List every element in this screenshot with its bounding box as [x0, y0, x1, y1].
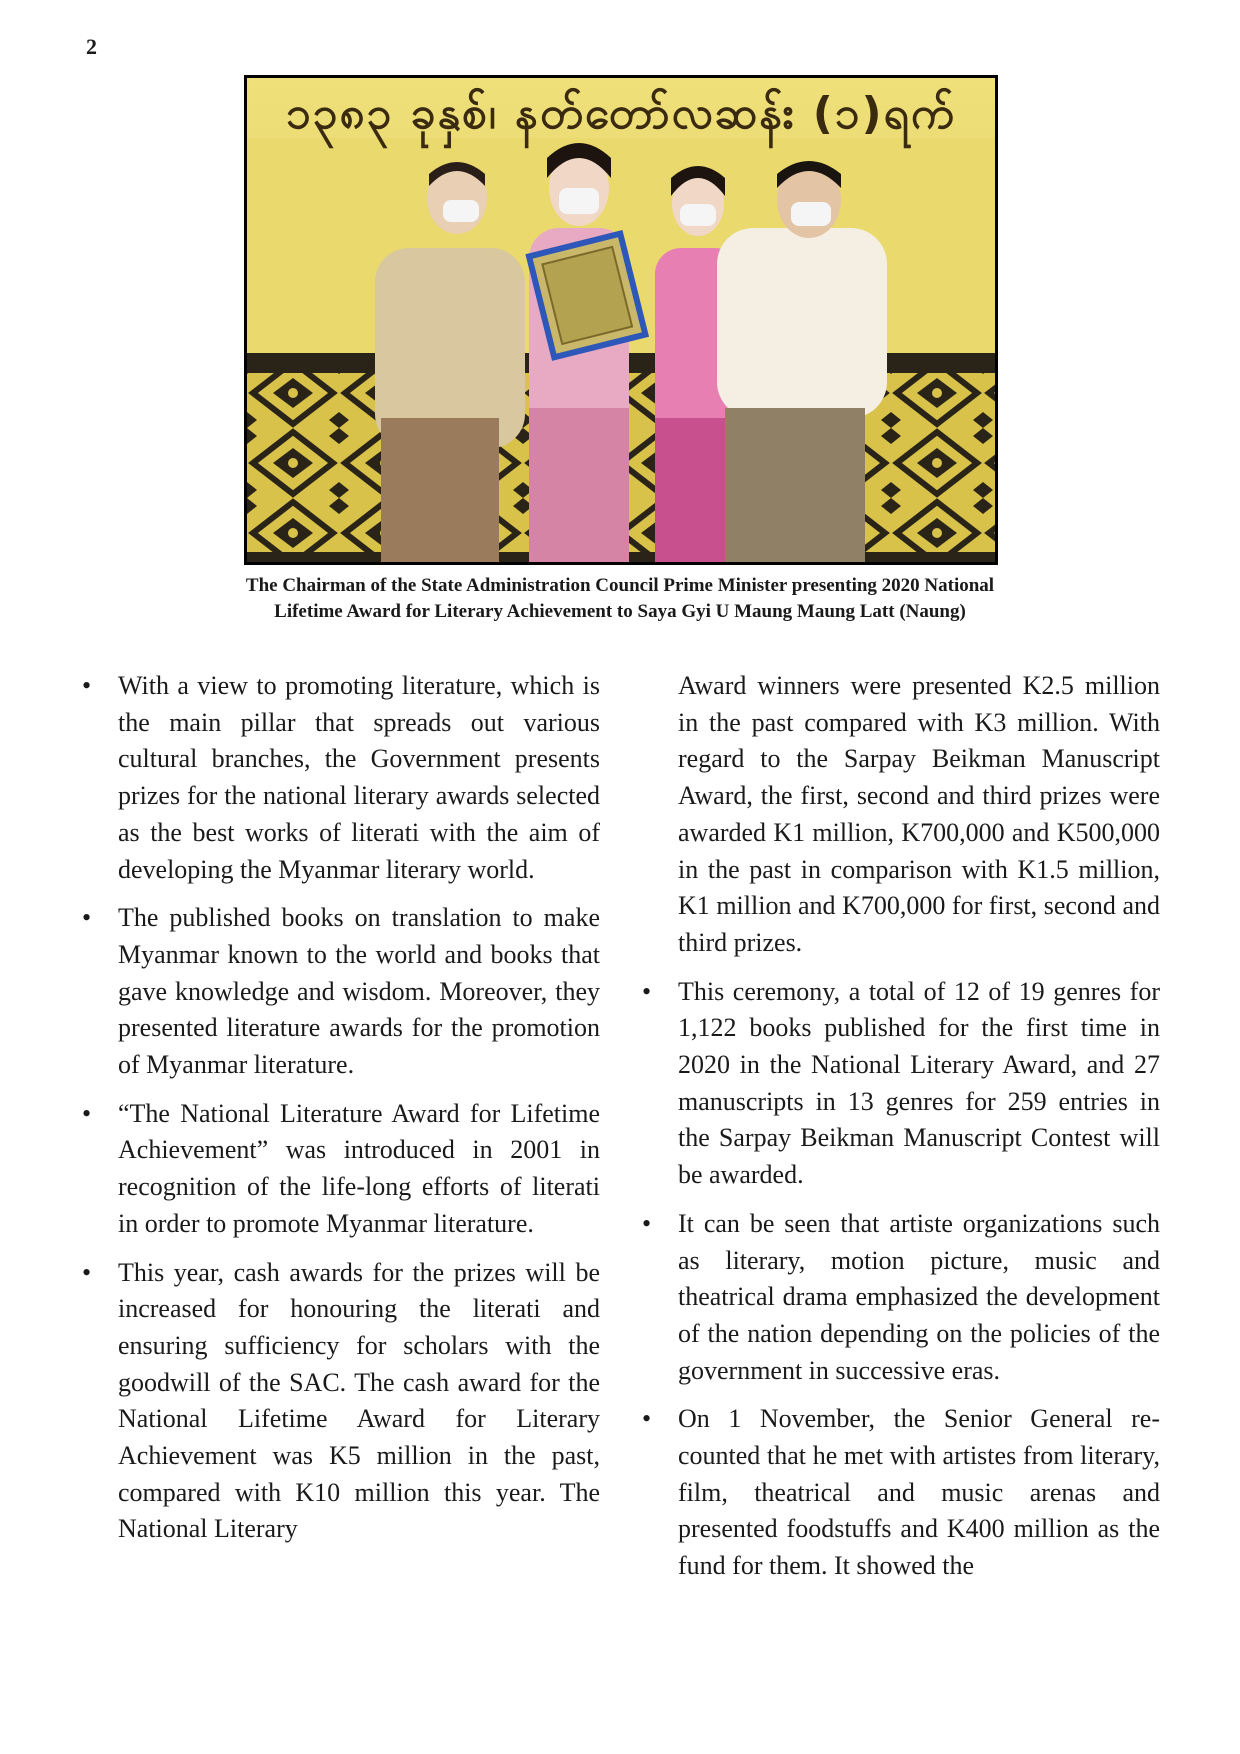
bullet-paragraph [80, 900, 600, 1084]
bullet-icon: • [642, 1208, 652, 1238]
left-column [80, 668, 600, 1560]
photo-caption: The Chairman of the State Administration Council Prime Minister presenting 2020 National Lifetime Award for Literary Achievement to Saya Gyi U Maung Maung Latt (Naung) [245, 575, 995, 622]
bullet-paragraph [80, 1096, 600, 1243]
paragraph-text: “The National Literature Award for Lifetime Achievement” was introduced in 2001 in recognition of the life-long efforts of literati in order to promote Myanmar literature. [118, 1098, 600, 1238]
bullet-paragraph [640, 974, 1160, 1194]
paragraph-text: This ceremony, a total of 12 of 19 genres for 1,122 books published for the first time in 2020 in the National Literary Award, and 27 manuscripts in 13 genres for 259 entries in the Sarpay Beikman Manuscript Contest will be awarded. [678, 976, 1160, 1190]
banner-text: ၁၃၈၃ ခုနှစ်၊ နတ်တော်လဆန်း (၁)ရက် [286, 88, 956, 139]
paragraph-text: This year, cash awards for the prizes will be increased for honouring the literati and ensuring sufficiency for scholars with the goodwill of the SAC. The cash award for the National Lifetime Award for Literary Achievement was K5 million in the past, compared with K10 million this year. The National Literary [118, 1257, 600, 1544]
paragraph-text: It can be seen that artiste organizations such as literary, motion picture, music and theatrical drama emphasized the development of the nation depending on the policies of the government in successive eras. [678, 1208, 1160, 1385]
photo-illustration [247, 78, 995, 562]
paragraph-text: The published books on translation to make Myanmar known to the world and books that gave knowledge and wisdom. Moreover, they presented literature awards for the promotion of Myanmar literature. [118, 903, 600, 1080]
page-number: 2 [86, 34, 97, 59]
paragraph-text: With a view to promoting literature, which is the main pillar that spreads out various cultural branches, the Government presents prizes for the national literary awards selected as the best works of literati with the aim of developing the Myanmar literary world. [118, 671, 600, 884]
bullet-paragraph [80, 1255, 600, 1549]
bullet-paragraph [640, 1401, 1160, 1585]
bullet-icon: • [82, 1098, 92, 1128]
bullet-icon: • [82, 671, 92, 700]
bullet-icon: • [82, 903, 92, 933]
bullet-icon: • [82, 1257, 92, 1287]
bullet-icon: • [642, 1404, 652, 1434]
award-ceremony-photo [244, 75, 998, 565]
right-column [640, 668, 1160, 1597]
bullet-paragraph [640, 1206, 1160, 1390]
bullet-icon: • [642, 976, 652, 1006]
bullet-paragraph [80, 668, 600, 888]
paragraph-text: On 1 November, the Senior General recounted that he met with artistes from literary, film, theatrical and music arenas and presented foodstuffs and K400 million as the fund for them. It showed the [678, 1404, 1160, 1581]
continued-paragraph [640, 668, 1160, 962]
paragraph-text: Award winners were presented K2.5 million in the past compared with K3 million. With regard to the Sarpay Beikman Manuscript Award, the first, second and third prizes were awarded K1 million, K700,000 and K500,000 in the past in comparison with K1.5 million, K1 million and K700,000 for first, second and third prizes. [678, 671, 1160, 957]
